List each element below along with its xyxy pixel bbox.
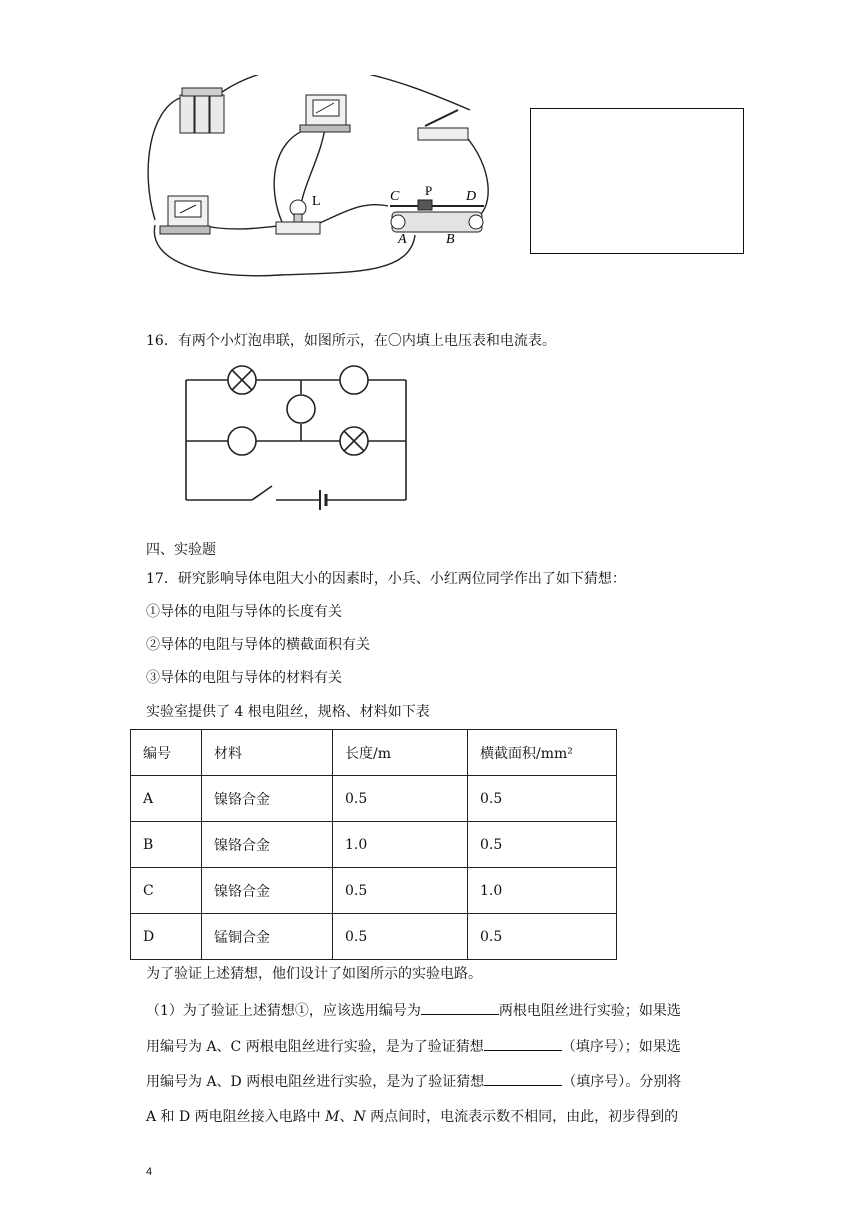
label-a: A: [398, 232, 407, 247]
label-b: B: [446, 232, 455, 247]
table-cell: C: [131, 868, 202, 914]
line-text: （填序号）。分别将: [562, 1074, 682, 1090]
table-header-row: [131, 730, 617, 776]
table-row: [131, 868, 617, 914]
meter-slot-circle: [228, 427, 256, 455]
meter-slot-circle: [287, 395, 315, 423]
label-l: L: [312, 194, 321, 209]
ammeter-icon: [160, 196, 210, 234]
switch-icon: [418, 110, 468, 140]
question-17-part1-line4: [146, 1107, 678, 1127]
table-caption: 实验室提供了 4 根电阻丝，规格、材料如下表: [146, 704, 430, 720]
question-16-text: 16．有两个小灯泡串联，如图所示，在〇内填上电压表和电流表。: [146, 333, 556, 349]
table-cell: 0.5: [468, 914, 617, 960]
table-row: [131, 914, 617, 960]
table-cell: 0.5: [333, 868, 468, 914]
table-cell: 0.5: [468, 776, 617, 822]
wire: [200, 225, 278, 229]
table-cell: 0.5: [333, 914, 468, 960]
point-n: N: [353, 1109, 366, 1125]
answer-blank[interactable]: [484, 1036, 562, 1051]
table-row: [131, 822, 617, 868]
lamp-icon: [340, 427, 368, 455]
table-header-cell: 编号: [131, 730, 202, 776]
table-row: [131, 776, 617, 822]
meter-slot-circle: [340, 366, 368, 394]
rheostat-icon: [390, 200, 484, 232]
table-cell: D: [131, 914, 202, 960]
hypothesis-1: ①导体的电阻与导体的长度有关: [146, 604, 342, 620]
table-header-cell: 长度/m: [333, 730, 468, 776]
line-text: 、: [339, 1109, 354, 1125]
table-header-cell: 横截面积/mm²: [468, 730, 617, 776]
table-cell: 镍铬合金: [202, 822, 333, 868]
line-text: 两根电阻丝进行实验；如果选: [498, 1003, 681, 1019]
question-17-part1-line2: [146, 1036, 681, 1057]
battery-icon: [180, 88, 224, 133]
question-17-intro: 17．研究影响导体电阻大小的因素时，小兵、小红两位同学作出了如下猜想：: [146, 571, 626, 587]
line-text: A 和 D 两电阻丝接入电路中: [146, 1109, 326, 1125]
line-text: （1）为了验证上述猜想①，应该选用编号为: [146, 1003, 421, 1019]
point-m: M: [325, 1109, 340, 1125]
line-text: 用编号为 A、D 两根电阻丝进行实验，是为了验证猜想: [146, 1074, 485, 1090]
line-text: （填序号）；如果选: [561, 1039, 681, 1055]
answer-blank[interactable]: [484, 1071, 562, 1086]
hypothesis-3: ③导体的电阻与导体的材料有关: [146, 670, 342, 686]
resistance-wire-table: [130, 729, 617, 960]
table-cell: 0.5: [468, 822, 617, 868]
wire: [315, 205, 388, 225]
table-header-cell: 材料: [202, 730, 333, 776]
schematic-circuit-figure: [180, 360, 410, 510]
hypothesis-2: ②导体的电阻与导体的横截面积有关: [146, 637, 370, 653]
line-text: 两点间时，电流表示数不相同，由此，初步得到的: [365, 1109, 679, 1125]
table-cell: 锰铜合金: [202, 914, 333, 960]
question-17-part1-line3: [146, 1071, 681, 1092]
table-cell: 镍铬合金: [202, 776, 333, 822]
answer-blank[interactable]: [421, 1000, 499, 1015]
after-table-text: 为了验证上述猜想，他们设计了如图所示的实验电路。: [146, 966, 482, 982]
page-number: 4: [146, 1166, 153, 1178]
table-cell: B: [131, 822, 202, 868]
line-text: 用编号为 A、C 两根电阻丝进行实验，是为了验证猜想: [146, 1039, 484, 1055]
table-cell: 1.0: [468, 868, 617, 914]
answer-box: [530, 108, 744, 254]
table-cell: 镍铬合金: [202, 868, 333, 914]
label-p: P: [425, 183, 433, 198]
table-cell: 1.0: [333, 822, 468, 868]
table-cell: A: [131, 776, 202, 822]
voltmeter-icon: [300, 95, 350, 132]
table-cell: 0.5: [333, 776, 468, 822]
label-d: D: [466, 189, 477, 204]
lamp-icon: [228, 366, 256, 394]
question-17-part1-line1: [146, 1000, 681, 1021]
label-c: C: [390, 189, 400, 204]
section-title: 四、实验题: [146, 542, 216, 558]
